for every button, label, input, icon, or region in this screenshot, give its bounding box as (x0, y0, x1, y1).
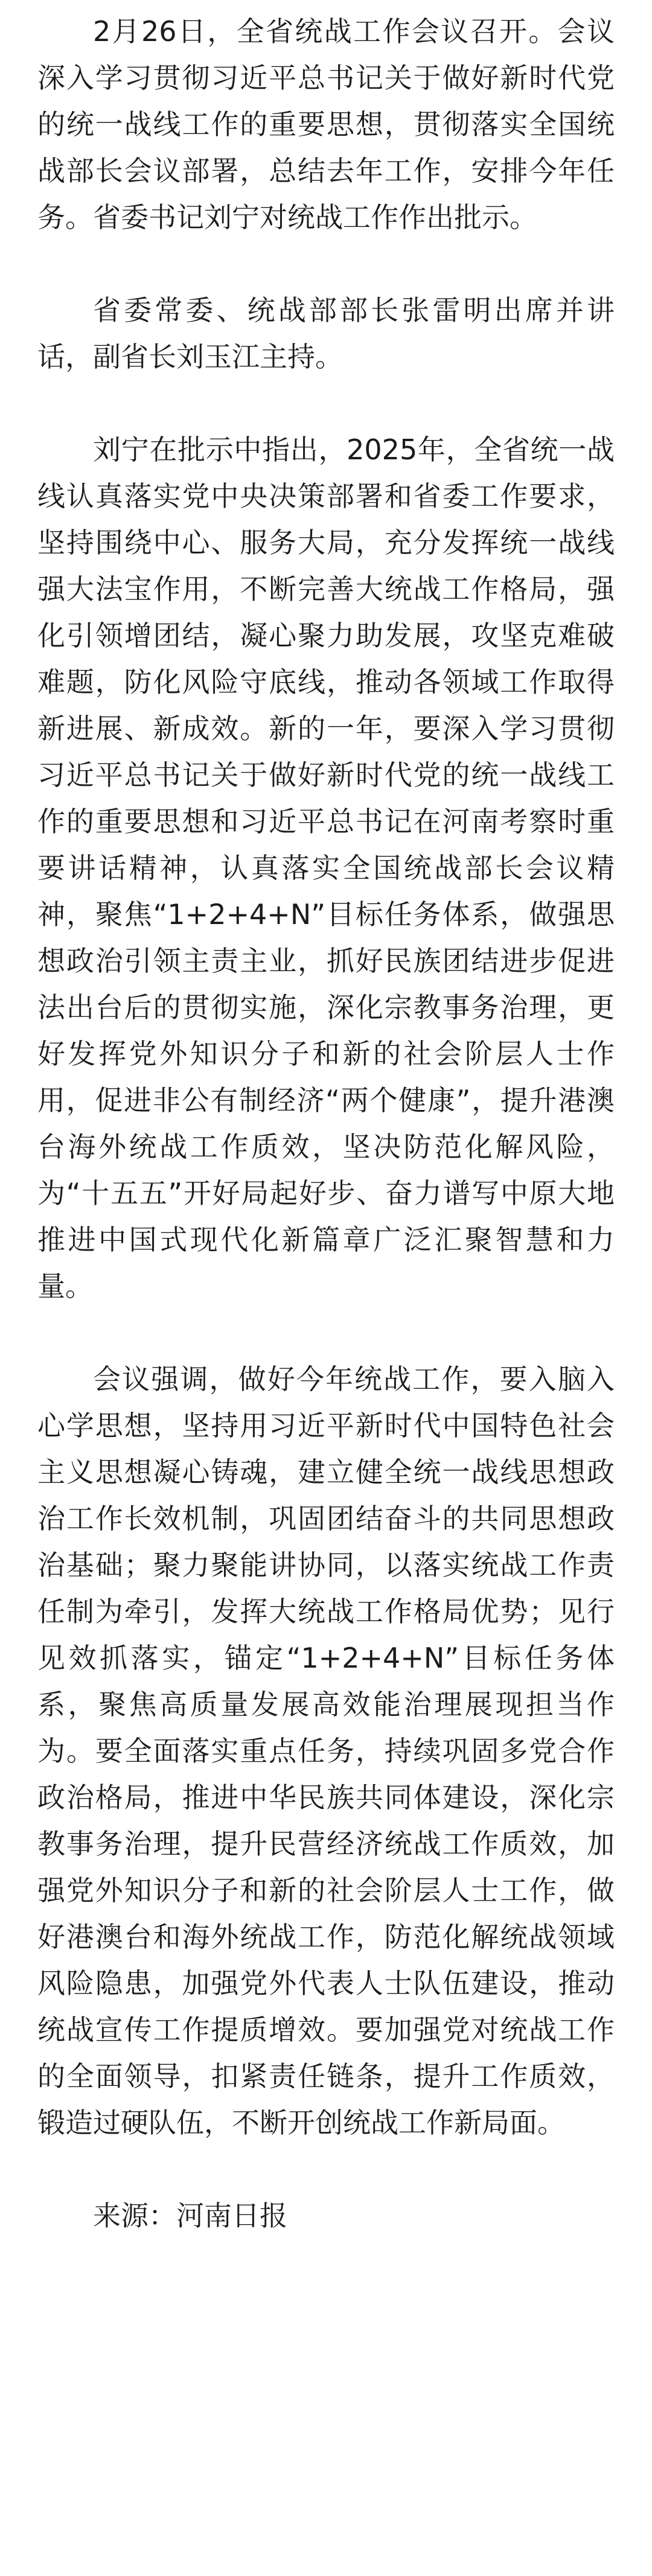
paragraph-instructions: 刘宁在批示中指出，2025年，全省统一战线认真落实党中央决策部署和省委工作要求，坚持围绕中心、服务大局，充分发挥统一战线强大法宝作用，不断完善大统战工作格局，强化引领增团结，凝心聚力助发展，攻坚克难破难题，防化风险守底线，推动各领域工作取得新进展、新成效。新的一年，要深入学习贯彻习近平总书记关于做好新时代党的统一战线工作的重要思想和习近平总书记在河南考察时重要讲话精神，认真落实全国统战部长会议精神，聚焦“1+2+4+N”目标任务体系，做强思想政治引领主责主业，抓好民族团结进步促进法出台后的贯彻实施，深化宗教事务治理，更好发挥党外知识分子和新的社会阶层人士作用，促进非公有制经济“两个健康”，提升港澳台海外统战工作质效，坚决防范化解风险，为“十五五”开好局起好步、奋力谱写中原大地推进中国式现代化新篇章广泛汇聚智慧和力量。 (37, 433, 615, 1302)
paragraph-meeting-emphasis: 会议强调，做好今年统战工作，要入脑入心学思想，坚持用习近平新时代中国特色社会主义思想凝心铸魂，建立健全统一战线思想政治工作长效机制，巩固团结奋斗的共同思想政治基础；聚力聚能讲协同，以落实统战工作责任制为牵引，发挥大统战工作格局优势；见行见效抓落实，锚定“1+2+4+N”目标任务体系，聚焦高质量发展高效能治理展现担当作为。要全面落实重点任务，持续巩固多党合作政治格局，推进中华民族共同体建设，深化宗教事务治理，提升民营经济统战工作质效，加强党外知识分子和新的社会阶层人士工作，做好港澳台和海外统战工作，防范化解统战领域风险隐患，加强党外代表人士队伍建设，推动统战宣传工作提质增效。要加强党对统战工作的全面领导，扣紧责任链条，提升工作质效，锻造过硬队伍，不断开创统战工作新局面。 (37, 1363, 615, 2139)
paragraph-meeting-held: 2月26日，全省统战工作会议召开。会议深入学习贯彻习近平总书记关于做好新时代党的统一战线工作的重要思想，贯彻落实全国统战部长会议部署，总结去年工作，安排今年任务。省委书记刘宁对统战工作作出批示。 (37, 15, 615, 234)
paragraph-attendees: 省委常委、统战部部长张雷明出席并讲话，副省长刘玉江主持。 (37, 294, 615, 373)
source-attribution: 来源：河南日报 (93, 2199, 287, 2232)
